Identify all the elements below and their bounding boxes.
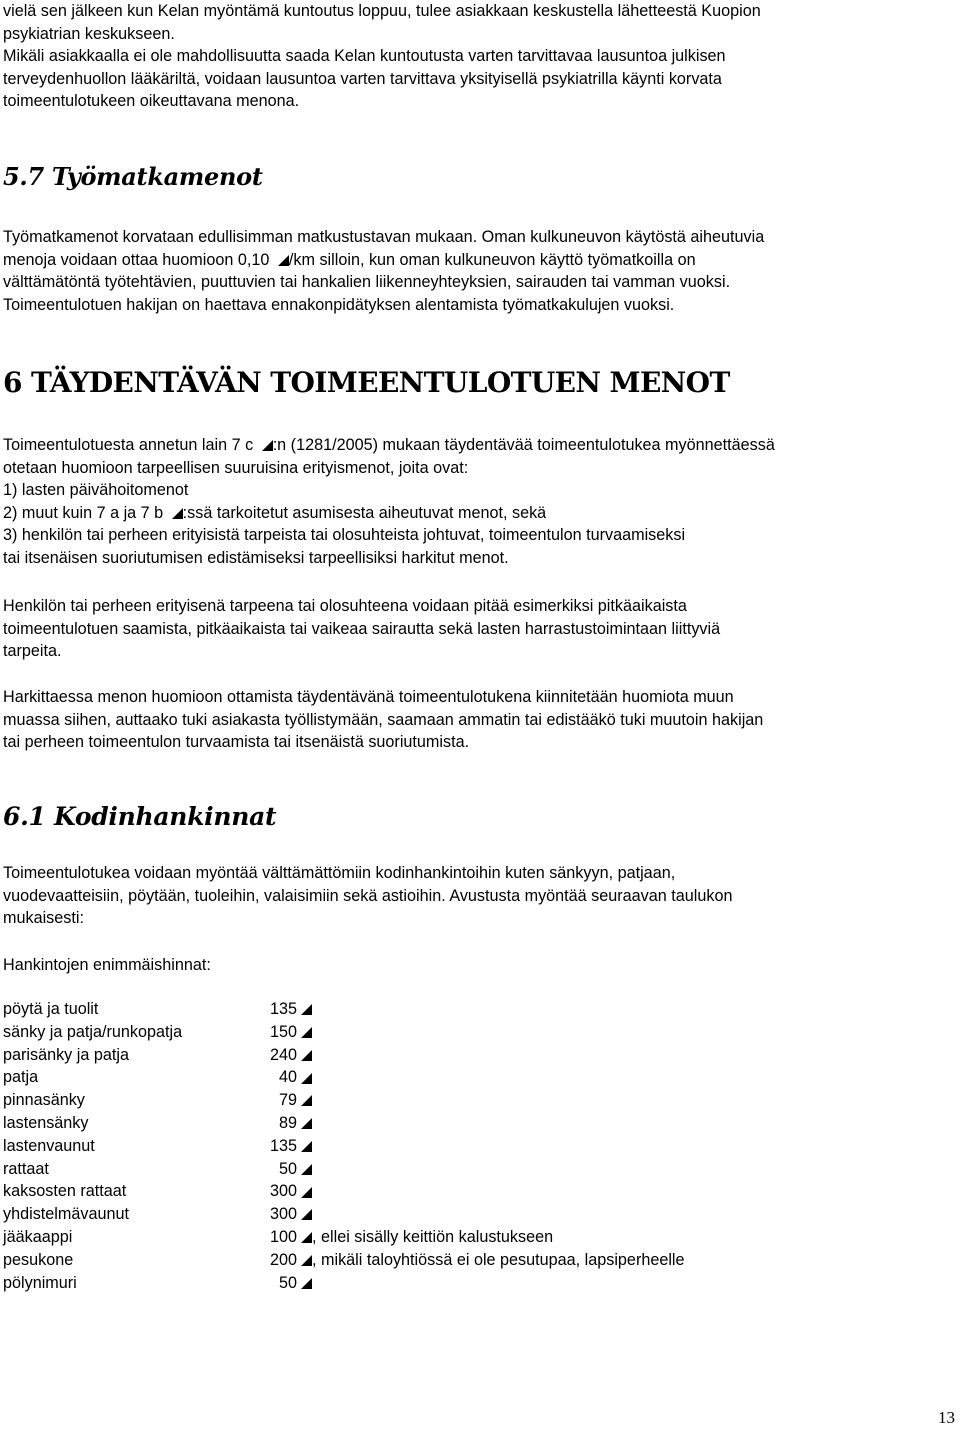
table-row — [3, 998, 685, 1021]
work-travel-line-4: Toimeentulotuen hakijan on haettava ennakonpidätyksen alentamista työmatkakulujen vuoksi. — [3, 295, 675, 314]
special-need-line-3: tarpeita. — [3, 642, 62, 661]
item-note-cell — [297, 1272, 685, 1295]
section-6-1-heading: 6.1 Kodinhankinnat — [3, 802, 277, 831]
item-price: 50 — [278, 1159, 297, 1178]
chapter-6-paragraph-1 — [3, 434, 775, 570]
item-note-cell — [297, 1180, 685, 1203]
law-list-item-2: 2) muut kuin 7 a ja 7 b :ssä tarkoitetut asumisesta aiheutuvat menot, sekä — [3, 503, 547, 522]
item-price: 50 — [278, 1273, 297, 1292]
intro-line-5: toimeentulotukeen oikeuttavana menona. — [3, 92, 300, 111]
work-travel-line-2: menoja voidaan ottaa huomioon 0,10 /km silloin, kun oman kulkuneuvon käyttö työmatkoilla on — [3, 250, 696, 269]
intro-line-3: Mikäli asiakkaalla ei ole mahdollisuutta saada Kelan kuntoutusta varten tarvittavaa lausuntoa julkisen — [3, 47, 726, 66]
work-travel-line-3: välttämätöntä työtehtävien, puuttuvien tai hankalien liikenneyhteyksien, sairauden tai vamman vuoksi. — [3, 273, 731, 292]
table-title: Hankintojen enimmäishinnat: — [3, 956, 211, 974]
law-line-2: otetaan huomioon tarpeellisen suuruisina erityismenot, joita ovat: — [3, 458, 469, 477]
missing-glyph-icon — [301, 1278, 312, 1289]
item-price: 300 — [269, 1182, 297, 1201]
missing-glyph-icon — [301, 1209, 312, 1220]
table-row — [3, 1044, 685, 1067]
missing-glyph-icon — [172, 508, 183, 519]
missing-glyph-icon — [301, 1027, 312, 1038]
missing-glyph-icon — [301, 1187, 312, 1198]
special-need-line-2: toimeentulotuen saamista, pitkäaikaista tai vaikeaa sairautta sekä lasten harrastustoimintaan liittyviä — [3, 619, 721, 638]
home-purchases-line-1: Toimeentulotukea voidaan myöntää välttämättömiin kodinhankintoihin kuten sänkyyn, patjaan, — [3, 864, 676, 882]
missing-glyph-icon — [301, 1050, 312, 1061]
section-5-7-paragraph — [3, 226, 764, 316]
item-name: patja — [3, 1068, 39, 1087]
item-name: pölynimuri — [3, 1273, 77, 1292]
item-note-cell — [297, 1044, 685, 1067]
table-row — [3, 1203, 685, 1226]
item-price: 79 — [278, 1091, 297, 1110]
missing-glyph-icon — [301, 1255, 312, 1266]
section-6-1-paragraph — [3, 862, 732, 930]
missing-glyph-icon — [262, 440, 273, 451]
missing-glyph-icon — [301, 1164, 312, 1175]
table-row — [3, 1158, 685, 1181]
consideration-line-1: Harkittaessa menon huomioon ottamista täydentävänä toimeentulotukena kiinnitetään huomiota muun — [3, 688, 734, 706]
item-note-cell — [297, 1112, 685, 1135]
section-5-7-heading: 5.7 Työmatkamenot — [3, 162, 263, 191]
item-note-cell — [297, 1066, 685, 1089]
law-list-item-3-cont: tai itsenäisen suoriutumisen edistämiseksi tarpeellisiksi harkitut menot. — [3, 548, 509, 567]
work-travel-line-1: Työmatkamenot korvataan edullisimman matkustustavan mukaan. Oman kulkuneuvon käytöstä aiheutuvia — [3, 228, 765, 246]
item-name: kaksosten rattaat — [3, 1182, 127, 1201]
item-note: , ellei sisälly keittiön kalustukseen — [312, 1227, 554, 1246]
law-line-1: Toimeentulotuesta annetun lain 7 c :n (1281/2005) mukaan täydentävää toimeentulotukea myönnettäessä — [3, 436, 775, 454]
item-note-cell — [297, 1158, 685, 1181]
item-price: 135 — [269, 1000, 297, 1018]
home-purchases-line-3: mukaisesti: — [3, 909, 84, 928]
chapter-6-paragraph-2 — [3, 595, 720, 663]
item-name: parisänky ja patja — [3, 1045, 129, 1064]
item-note: , mikäli taloyhtiössä ei ole pesutupaa, lapsiperheelle — [312, 1250, 685, 1269]
missing-glyph-icon — [301, 1118, 312, 1129]
chapter-6-heading: 6 TÄYDENTÄVÄN TOIMEENTULOTUEN MENOT — [3, 366, 730, 399]
table-row — [3, 1135, 685, 1158]
item-note-cell — [297, 1226, 685, 1249]
item-price: 89 — [278, 1113, 297, 1132]
table-row — [3, 1226, 685, 1249]
table-row — [3, 1272, 685, 1295]
table-row — [3, 1112, 685, 1135]
special-need-line-1: Henkilön tai perheen erityisenä tarpeena tai olosuhteena voidaan pitää esimerkiksi pitkäaikaista — [3, 597, 687, 615]
table-row — [3, 1089, 685, 1112]
item-name: pesukone — [3, 1250, 74, 1269]
item-name: pinnasänky — [3, 1091, 85, 1110]
missing-glyph-icon — [301, 1095, 312, 1106]
item-note-cell — [297, 1021, 685, 1044]
max-price-table — [3, 998, 685, 1294]
item-note-cell — [297, 1089, 685, 1112]
law-list-item-3: 3) henkilön tai perheen erityisistä tarpeista tai olosuhteista johtuvat, toimeentulon turvaamiseksi — [3, 526, 686, 545]
consideration-line-3: tai perheen toimeentulon turvaamista tai itsenäistä suoriutumista. — [3, 733, 470, 752]
intro-line-1: vielä sen jälkeen kun Kelan myöntämä kuntoutus loppuu, tulee asiakkaan keskustella lähetteestä Kuopion — [3, 2, 761, 20]
item-name: jääkaappi — [3, 1227, 73, 1246]
table-row — [3, 1180, 685, 1203]
item-name: yhdistelmävaunut — [3, 1205, 129, 1224]
table-row — [3, 1249, 685, 1272]
item-name: lastenvaunut — [3, 1136, 95, 1155]
item-note-cell — [297, 1249, 685, 1272]
missing-glyph-icon — [278, 255, 289, 266]
intro-paragraph — [3, 0, 761, 113]
consideration-line-2: muassa siihen, auttaako tuki asiakasta työllistymään, saamaan ammatin tai edistääkö tuki muutoin hakijan — [3, 710, 764, 729]
item-name: pöytä ja tuolit — [3, 1000, 99, 1018]
law-list-item-1: 1) lasten päivähoitomenot — [3, 481, 189, 500]
item-note-cell — [297, 1203, 685, 1226]
intro-line-4: terveydenhuollon lääkäriltä, voidaan lausuntoa varten tarvittava yksityisellä psykiatrilla käynti korvata — [3, 69, 722, 88]
item-price: 240 — [269, 1045, 297, 1064]
item-price: 100 — [269, 1227, 297, 1246]
item-price: 200 — [269, 1250, 297, 1269]
item-price: 150 — [269, 1022, 297, 1041]
table-row — [3, 1066, 685, 1089]
missing-glyph-icon — [301, 1073, 312, 1084]
missing-glyph-icon — [301, 1232, 312, 1243]
item-name: rattaat — [3, 1159, 49, 1178]
item-price: 135 — [269, 1136, 297, 1155]
item-name: sänky ja patja/runkopatja — [3, 1022, 183, 1041]
intro-line-2: psykiatrian keskukseen. — [3, 24, 175, 43]
table-row — [3, 1021, 685, 1044]
item-price: 40 — [278, 1068, 297, 1087]
item-note-cell — [297, 1135, 685, 1158]
item-name: lastensänky — [3, 1113, 89, 1132]
item-note-cell — [297, 998, 685, 1021]
missing-glyph-icon — [301, 1004, 312, 1015]
item-price: 300 — [269, 1205, 297, 1224]
page-number: 13 — [938, 1408, 955, 1427]
chapter-6-paragraph-3 — [3, 686, 763, 754]
missing-glyph-icon — [301, 1141, 312, 1152]
home-purchases-line-2: vuodevaatteisiin, pöytään, tuoleihin, valaisimiin sekä astioihin. Avustusta myöntää seuraavan taulukon — [3, 886, 733, 905]
